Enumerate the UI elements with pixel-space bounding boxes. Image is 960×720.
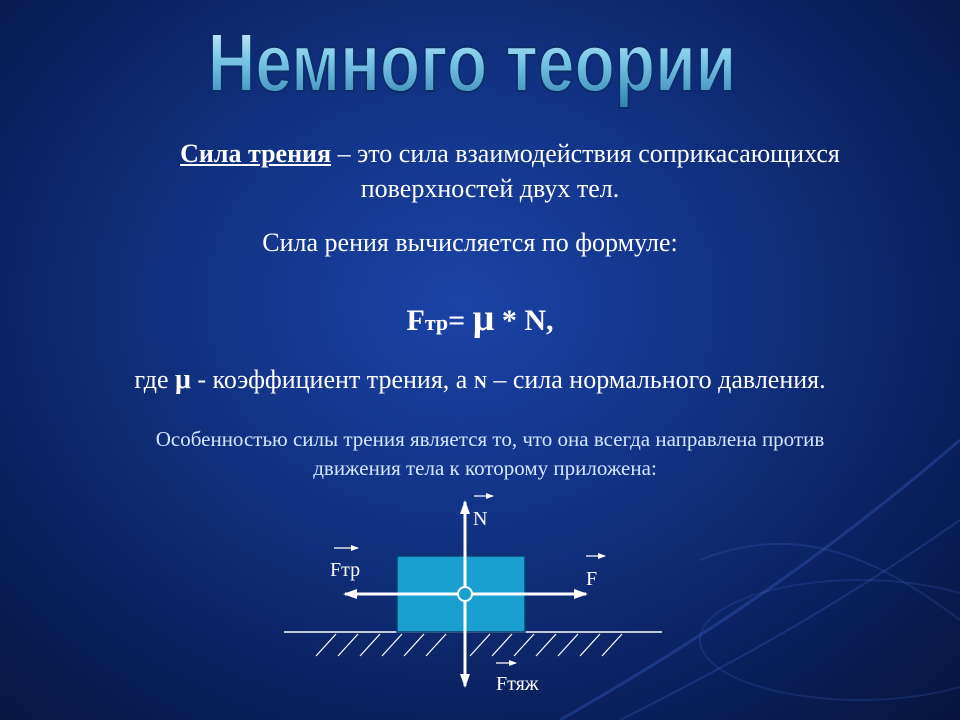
formula-equals: = [448,304,473,337]
where-mu: μ [175,364,191,395]
feature-line-2: движения тела к которому приложена: [313,456,657,480]
center-point [458,587,472,601]
definition-rest: – это сила взаимодействия соприкасающихся [331,139,840,168]
title-text: Немного теории [207,16,737,109]
ground-hatching [316,634,622,656]
formula-rest: * N, [494,304,554,337]
applied-label: F [586,568,598,590]
formula-mu: μ [472,297,495,339]
where-n: N [473,372,487,392]
gravity-label: Fтяж [496,673,539,695]
where-suffix: – сила нормального давления. [486,365,826,394]
formula-intro: Сила рения вычисляется по формуле: [262,228,678,257]
definition-term: Сила трения [180,139,332,168]
definition-line-2: поверхностей двух тел. [360,174,620,203]
feature-line-1: Особенностью силы трения является то, что она всегда направлена против [155,427,825,451]
where-prefix: где [134,365,175,394]
formula-f: F [406,304,425,337]
normal-label: N [473,508,488,530]
friction-label: Fтр [330,559,361,581]
formula-subscript: тр [424,310,449,335]
where-middle: - коэффициент трения, а [190,365,474,394]
